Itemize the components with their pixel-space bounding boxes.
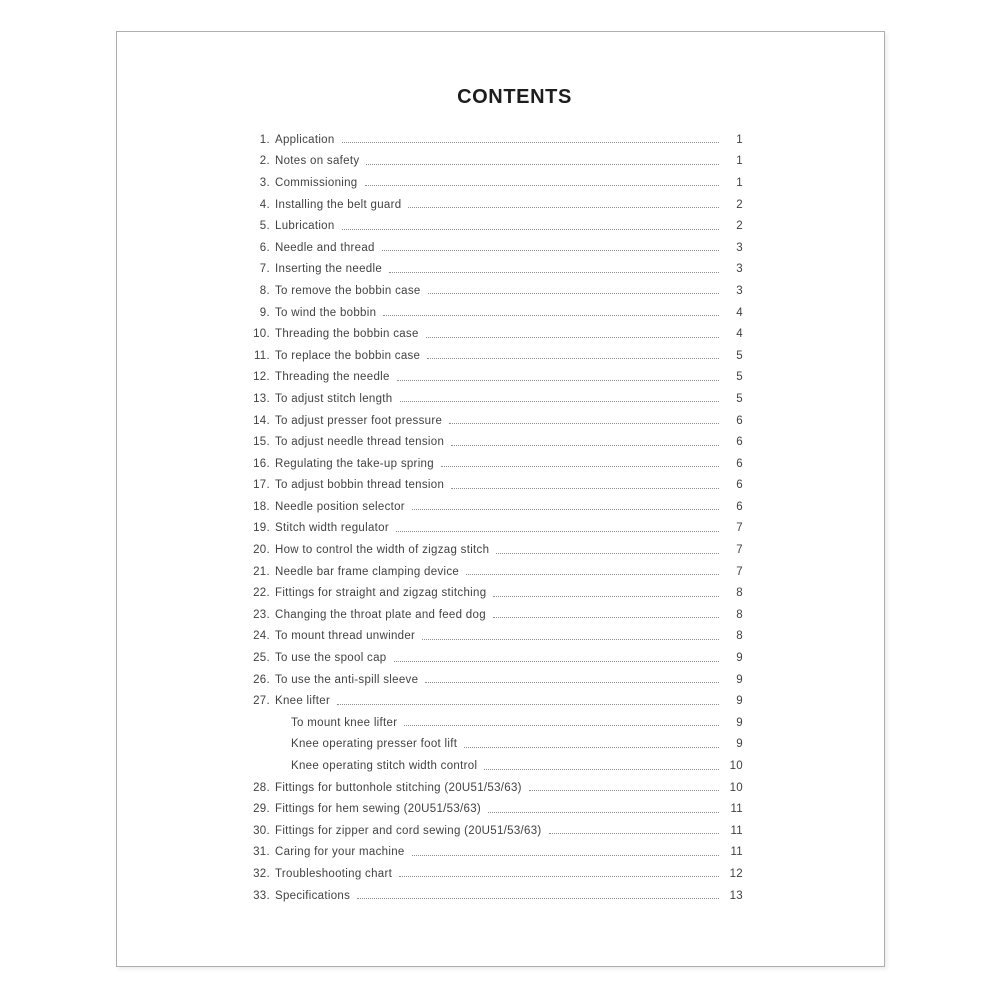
toc-entry-number: 18. [253,500,270,513]
dot-leader [466,574,719,575]
toc-entry-number: 17. [253,479,270,492]
toc-entry-number: 31. [253,846,270,859]
toc-entry-title: To adjust bobbin thread tension [275,479,445,492]
toc-entry-title: To use the spool cap [275,652,387,665]
dot-leader [488,812,719,813]
dot-leader [493,617,719,618]
toc-entry-number: 14. [253,414,270,427]
toc-entry [248,194,743,216]
dot-leader [529,790,719,791]
toc-entry [248,842,743,864]
dot-leader [441,466,719,467]
toc-entry-page-number: 1 [736,133,743,146]
document-page [116,31,885,967]
toc-entry-page-number: 5 [736,392,743,405]
toc-entry-title: Fittings for buttonhole stitching (20U51/53/63) [275,781,522,794]
toc-entry [248,798,743,820]
dot-leader [549,833,719,834]
dot-leader [399,876,719,877]
toc-entry-number: 20. [253,544,270,557]
toc-entry [248,863,743,885]
toc-entry-number: 6. [259,241,270,254]
toc-entry-title: To replace the bobbin case [275,349,421,362]
dot-leader [400,401,720,402]
toc-entry-page-number: 8 [736,608,743,621]
toc-entry-number: 22. [253,587,270,600]
toc-entry [248,172,743,194]
toc-entry-page-number: 3 [736,263,743,276]
toc-entry-page-number: 10 [729,781,743,794]
toc-entry-page-number: 6 [736,436,743,449]
dot-leader [342,142,719,143]
toc-entry-title: How to control the width of zigzag stitch [275,544,490,557]
dot-leader [342,229,719,230]
toc-entry-number: 1. [259,133,270,146]
dot-leader [408,207,719,208]
dot-leader [365,185,719,186]
toc-entry-title: To adjust needle thread tension [275,436,445,449]
toc-entry [248,820,743,842]
toc-entry-number: 11. [253,349,270,362]
toc-entry-title: Commissioning [275,176,358,189]
toc-entry-page-number: 8 [736,587,743,600]
toc-entry-number: 25. [253,652,270,665]
toc-entry-number: 24. [253,630,270,643]
toc-entry [248,518,743,540]
toc-entry-title: Threading the needle [275,371,390,384]
toc-entry [248,734,743,756]
toc-entry-page-number: 2 [736,220,743,233]
toc-entry-title: Knee operating stitch width control [291,760,478,773]
toc-entry-title: Needle and thread [275,241,375,254]
toc-entry-page-number: 7 [736,522,743,535]
dot-leader [394,661,720,662]
dot-leader [366,164,719,165]
toc-entry-number: 4. [259,198,270,211]
toc-entry-number: 12. [253,371,270,384]
toc-entry [248,215,743,237]
dot-leader [389,272,719,273]
toc-entry-title: To adjust presser foot pressure [275,414,443,427]
dot-leader [493,596,719,597]
dot-leader [412,855,719,856]
toc-entry-page-number: 9 [736,738,743,751]
toc-entry [248,626,743,648]
toc-entry-number: 16. [253,457,270,470]
toc-entry [248,561,743,583]
toc-entry-page-number: 9 [736,673,743,686]
toc-entry [248,496,743,518]
dot-leader [425,682,719,683]
toc-entry-page-number: 1 [736,176,743,189]
toc-entry-title: Installing the belt guard [275,198,402,211]
toc-entry-number: 15. [253,436,270,449]
toc-entry [248,539,743,561]
dot-leader [397,380,719,381]
toc-list [248,129,743,906]
toc-entry-title: Inserting the needle [275,263,383,276]
dot-leader [451,445,719,446]
toc-entry [248,259,743,281]
toc-entry-page-number: 11 [730,803,743,816]
toc-entry-title: To use the anti-spill sleeve [275,673,419,686]
toc-entry [248,388,743,410]
toc-entry-title: Fittings for hem sewing (20U51/53/63) [275,803,482,816]
toc-entry-page-number: 6 [736,479,743,492]
toc-entry [248,323,743,345]
toc-entry [248,777,743,799]
toc-entry-number: 29. [253,803,270,816]
dot-leader [451,488,719,489]
toc-entry-number: 33. [253,889,270,902]
toc-entry-title: Specifications [275,889,351,902]
toc-entry-title: Needle position selector [275,500,405,513]
toc-entry-title: Needle bar frame clamping device [275,565,460,578]
toc-entry [248,712,743,734]
toc-entry-number: 3. [259,176,270,189]
toc-entry [248,582,743,604]
toc-entry-number: 9. [259,306,270,319]
toc-entry-title: To remove the bobbin case [275,284,421,297]
toc-entry-title: Threading the bobbin case [275,328,419,341]
toc-entry-number: 10. [253,328,270,341]
toc-entry-page-number: 9 [736,695,743,708]
toc-entry [248,237,743,259]
dot-leader [382,250,719,251]
toc-entry [248,151,743,173]
toc-entry-number: 28. [253,781,270,794]
dot-leader [357,898,719,899]
toc-entry-number: 13. [253,392,270,405]
toc-entry-title: To adjust stitch length [275,392,393,405]
dot-leader [412,509,719,510]
toc-entry-number: 27. [253,695,270,708]
toc-entry-page-number: 5 [736,349,743,362]
toc-entry-number: 30. [253,824,270,837]
toc-entry [248,755,743,777]
toc-entry-page-number: 1 [736,155,743,168]
toc-entry-number: 8. [259,284,270,297]
toc-entry-title: Regulating the take-up spring [275,457,434,470]
dot-leader [404,725,719,726]
toc-entry-page-number: 11 [730,824,743,837]
dot-leader [449,423,719,424]
toc-entry [248,453,743,475]
dot-leader [428,293,719,294]
dot-leader [383,315,719,316]
toc-entry [248,647,743,669]
dot-leader [496,553,719,554]
toc-entry-page-number: 10 [729,760,743,773]
toc-entry-title: To mount thread unwinder [275,630,416,643]
toc-entry-title: Troubleshooting chart [275,867,393,880]
toc-entry-title: Fittings for zipper and cord sewing (20U51/53/63) [275,824,542,837]
toc-entry-page-number: 7 [736,544,743,557]
toc-entry-page-number: 3 [736,284,743,297]
dot-leader [427,358,719,359]
toc-entry-title: Notes on safety [275,155,360,168]
toc-entry [248,302,743,324]
toc-entry-page-number: 7 [736,565,743,578]
toc-entry-title: Knee operating presser foot lift [291,738,458,751]
toc-entry-number: 23. [253,608,270,621]
toc-entry-title: Knee lifter [275,695,331,708]
toc-entry [248,345,743,367]
toc-entry-title: To mount knee lifter [291,716,398,729]
toc-entry [248,690,743,712]
toc-entry [248,604,743,626]
toc-entry [248,475,743,497]
toc-entry-page-number: 4 [736,328,743,341]
toc-entry-page-number: 8 [736,630,743,643]
toc-entry-page-number: 3 [736,241,743,254]
dot-leader [484,769,719,770]
toc-entry-title: Application [275,133,335,146]
toc-entry-page-number: 2 [736,198,743,211]
toc-entry [248,280,743,302]
contents-title: CONTENTS [457,86,572,108]
toc-entry-title: To wind the bobbin [275,306,377,319]
toc-entry-number: 19. [253,522,270,535]
toc-entry-title: Changing the throat plate and feed dog [275,608,486,621]
toc-entry-number: 5. [259,220,270,233]
toc-entry-page-number: 9 [736,652,743,665]
toc-entry-page-number: 11 [730,846,743,859]
toc-entry [248,669,743,691]
toc-entry-title: Caring for your machine [275,846,405,859]
toc-entry-title: Lubrication [275,220,335,233]
dot-leader [422,639,719,640]
toc-entry-title: Stitch width regulator [275,522,389,535]
dot-leader [464,747,719,748]
toc-entry-number: 21. [253,565,270,578]
toc-entry-page-number: 4 [736,306,743,319]
toc-entry-number: 32. [253,867,270,880]
toc-entry-page-number: 6 [736,457,743,470]
toc-entry-number: 7. [259,263,270,276]
dot-leader [426,337,719,338]
toc-entry-page-number: 6 [736,414,743,427]
toc-entry-number: 26. [253,673,270,686]
toc-entry-page-number: 6 [736,500,743,513]
dot-leader [396,531,719,532]
dot-leader [337,704,719,705]
toc-entry [248,367,743,389]
toc-entry-page-number: 13 [729,889,743,902]
toc-entry [248,431,743,453]
toc-entry-title: Fittings for straight and zigzag stitching [275,587,487,600]
toc-entry [248,885,743,907]
toc-entry [248,410,743,432]
toc-entry-page-number: 12 [729,867,743,880]
toc-entry [248,129,743,151]
toc-entry-page-number: 5 [736,371,743,384]
toc-entry-number: 2. [259,155,270,168]
toc-entry-page-number: 9 [736,716,743,729]
